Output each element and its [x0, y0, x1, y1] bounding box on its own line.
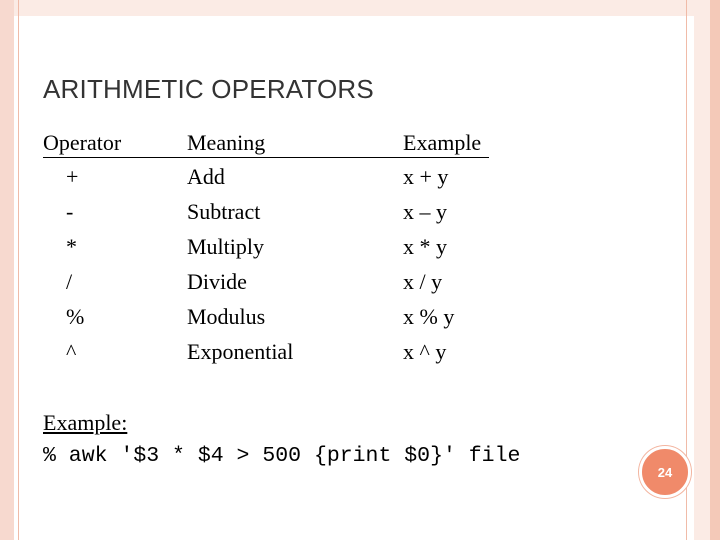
header-meaning: Meaning — [187, 130, 266, 155]
slide-frame-right-edge — [710, 0, 720, 540]
operator-cell: ^ — [66, 339, 77, 364]
slide-frame-line-left — [18, 0, 19, 540]
operator-cell: % — [66, 304, 85, 329]
slide-frame-left — [0, 0, 14, 540]
example-cell: x * y — [403, 234, 447, 259]
slide-frame-top — [14, 0, 694, 16]
operator-cell: - — [66, 199, 74, 224]
meaning-cell: Divide — [187, 269, 247, 294]
slide-title: ARITHMETIC OPERATORS — [43, 74, 374, 104]
header-operator: Operator — [43, 130, 122, 155]
operator-cell: + — [66, 164, 79, 189]
operator-cell: * — [66, 234, 77, 259]
example-cell: x / y — [403, 269, 443, 294]
header-example: Example — [403, 130, 482, 155]
example-code: % awk '$3 * $4 > 500 {print $0}' file — [43, 444, 521, 468]
example-cell: x – y — [403, 199, 447, 224]
header-underline — [43, 157, 489, 158]
page-number: 24 — [657, 464, 673, 480]
example-cell: x % y — [403, 304, 455, 329]
page-number-badge — [639, 446, 691, 498]
operator-cell: / — [66, 269, 73, 294]
meaning-cell: Add — [187, 164, 225, 189]
meaning-cell: Exponential — [187, 339, 294, 364]
example-cell: x + y — [403, 164, 449, 189]
meaning-cell: Subtract — [187, 199, 261, 224]
meaning-cell: Modulus — [187, 304, 266, 329]
meaning-cell: Multiply — [187, 234, 265, 259]
example-label: Example: — [43, 410, 128, 435]
example-cell: x ^ y — [403, 339, 447, 364]
